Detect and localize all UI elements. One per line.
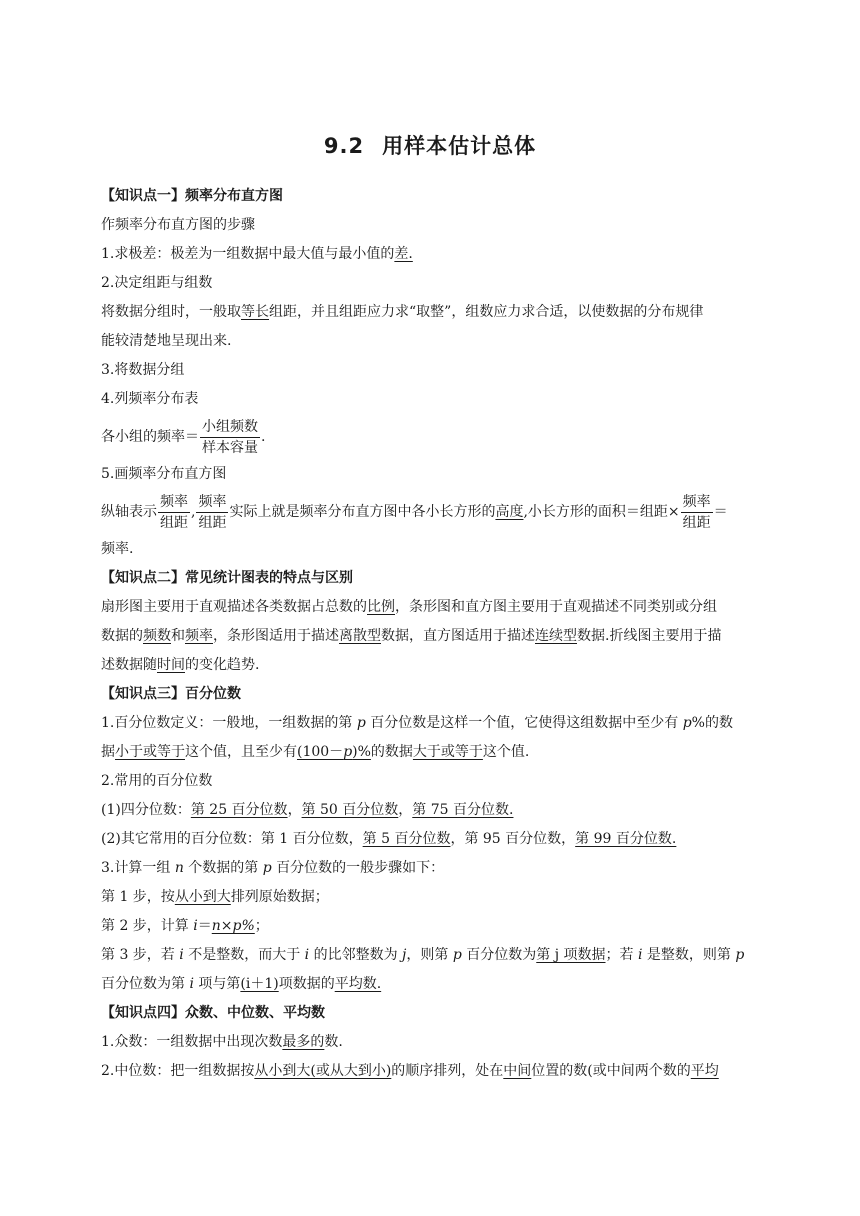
fraction — [200, 417, 260, 458]
underlined-term: n×p% — [211, 918, 255, 934]
variable-p: p — [343, 744, 353, 760]
variable-p: p — [262, 860, 272, 876]
formula-line — [101, 489, 769, 535]
text: 个数据的第 — [188, 860, 259, 876]
text: 和 — [171, 628, 185, 644]
text: 项与第 — [198, 976, 241, 992]
text: ； — [254, 918, 269, 934]
text: ，则第 — [406, 947, 449, 963]
underlined-term: 第 50 百分位数 — [301, 802, 399, 818]
fraction-denominator: 组距 — [198, 514, 227, 531]
paragraph — [101, 709, 769, 738]
text: 第 2 步，计算 — [101, 918, 189, 934]
paragraph — [101, 883, 769, 912]
paragraph — [101, 651, 769, 680]
underlined-term: 第 j 项数据 — [536, 947, 606, 963]
text: 百分位数为 — [466, 947, 537, 963]
text: 据 — [101, 744, 115, 760]
underlined-term: 中间 — [503, 1063, 532, 1079]
text: 这个值，且至少有 — [185, 744, 297, 760]
paragraph — [101, 738, 769, 767]
variable-i: i — [637, 947, 643, 963]
text: 数. — [324, 1034, 343, 1050]
variable-j: j — [402, 947, 407, 963]
paragraph — [101, 941, 769, 970]
underlined-term: 时间 — [157, 657, 185, 673]
text: 第 1 步，按 — [101, 889, 175, 905]
paragraph: 频率. — [101, 541, 134, 557]
underlined-term: 平均数. — [334, 976, 382, 992]
paragraph: 3.将数据分组 — [101, 362, 185, 378]
text: 数据的 — [101, 628, 143, 644]
fraction — [681, 492, 713, 533]
text: 百分位数的一般步骤如下： — [276, 860, 445, 876]
underlined-term: 最多的 — [282, 1034, 325, 1050]
paragraph — [101, 1028, 769, 1057]
underlined-term: 离散型 — [339, 628, 381, 644]
text: 1.求极差：极差为一组数据中最大值与最小值的 — [101, 246, 395, 262]
text: 百分位数为第 — [101, 976, 185, 992]
paragraph — [101, 622, 769, 651]
section-heading-1: 【知识点一】频率分布直方图 — [101, 188, 283, 204]
text: 位置的数(或中间两个数的 — [531, 1063, 691, 1079]
variable-n: n — [174, 860, 184, 876]
text: ， — [398, 802, 413, 818]
underlined-term: 第 75 百分位数. — [412, 802, 514, 818]
paragraph — [101, 796, 769, 825]
text: 组距，并且组距应力求“取整”，组数应力求合适，以使数据的分布规律 — [269, 304, 704, 320]
text: (1)四分位数： — [101, 802, 191, 818]
fraction-numerator: 小组频数 — [200, 417, 260, 438]
text: 不是整数，而大于 — [188, 947, 301, 963]
text: , — [191, 504, 196, 520]
underlined-term: 从小到大(或从大到小) — [254, 1063, 392, 1079]
underlined-term — [297, 744, 371, 760]
text: 实际上就是频率分布直方图中各小长方形的 — [229, 504, 496, 520]
section-heading-3: 【知识点三】百分位数 — [101, 686, 241, 702]
fraction-numerator: 频率 — [681, 492, 713, 513]
text: ,小长方形的面积＝组距× — [523, 504, 680, 520]
text: 2.中位数：把一组数据按 — [101, 1063, 255, 1079]
text: 各小组的频率＝ — [101, 429, 199, 445]
underlined-term: 第 25 百分位数 — [190, 802, 288, 818]
variable-i: i — [189, 976, 194, 992]
fraction-numerator: 频率 — [196, 492, 228, 513]
text: ，条形图和直方图主要用于直观描述不同类别或分组 — [395, 599, 717, 615]
text: 这个值. — [482, 744, 530, 760]
text: (100－ — [297, 744, 344, 760]
section-heading-4: 【知识点四】众数、中位数、平均数 — [101, 1005, 325, 1021]
paragraph: 作频率分布直方图的步骤 — [101, 217, 255, 233]
underlined-term: 频数 — [143, 628, 171, 644]
variable-p: p — [682, 715, 692, 731]
underlined-term: 小于或等于 — [115, 744, 185, 760]
text: 1.百分位数定义：一般地，一组数据的第 — [101, 715, 353, 731]
text: ；若 — [605, 947, 634, 963]
section-heading-2: 【知识点二】常见统计图表的特点与区别 — [101, 570, 353, 586]
fraction-numerator: 频率 — [158, 492, 190, 513]
underlined-term: (i＋1) — [240, 976, 279, 992]
paragraph: 2.决定组距与组数 — [101, 275, 213, 291]
section-title: 用样本估计总体 — [382, 134, 537, 158]
paragraph — [101, 593, 769, 622]
variable-i: i — [193, 918, 198, 934]
text: )% — [352, 744, 371, 760]
fraction — [158, 492, 190, 533]
text: 的变化趋势. — [185, 657, 260, 673]
text: ＝ — [197, 918, 212, 934]
text: ＝ — [713, 504, 728, 520]
underlined-term: 大于或等于 — [412, 744, 483, 760]
text: ，第 95 百分位数， — [450, 831, 576, 847]
text: 将数据分组时，一般取 — [101, 304, 241, 320]
paragraph — [101, 970, 769, 999]
paragraph — [101, 912, 769, 941]
paragraph — [101, 825, 769, 854]
variable-p: p — [452, 947, 462, 963]
paragraph — [101, 298, 769, 327]
variable-i: i — [179, 947, 184, 963]
fraction-denominator: 组距 — [682, 514, 711, 531]
underlined-term: 平均 — [690, 1063, 719, 1079]
underlined-term: 连续型 — [535, 628, 577, 644]
text: 的比邻整数为 — [313, 947, 398, 963]
underlined-term: 等长 — [241, 304, 269, 320]
fraction-denominator: 组距 — [160, 514, 188, 531]
underlined-term: 频率 — [185, 628, 213, 644]
text: %的数 — [691, 715, 733, 731]
text: ，条形图适用于描述 — [213, 628, 339, 644]
paragraph — [101, 854, 769, 883]
paragraph: 2.常用的百分位数 — [101, 773, 213, 789]
fraction-denominator: 样本容量 — [202, 439, 258, 456]
paragraph: 5.画频率分布直方图 — [101, 466, 227, 482]
text: (2)其它常用的百分位数：第 1 百分位数， — [101, 831, 363, 847]
text: 扇形图主要用于直观描述各类数据占总数的 — [101, 599, 367, 615]
variable-p: p — [356, 715, 366, 731]
document-body — [101, 182, 769, 1086]
fraction — [196, 492, 228, 533]
text: ， — [287, 802, 302, 818]
paragraph: 4.列频率分布表 — [101, 391, 199, 407]
text: . — [261, 429, 266, 445]
underlined-term: 比例 — [367, 599, 395, 615]
text: 纵轴表示 — [101, 504, 157, 520]
text: 是整数，则第 — [646, 947, 731, 963]
text: 排列原始数据； — [230, 889, 329, 905]
underlined-term: 第 5 百分位数 — [362, 831, 451, 847]
text: 百分位数是这样一个值，它使得这组数据中至少有 — [370, 715, 679, 731]
variable-p: p — [735, 947, 745, 963]
underlined-term: 第 99 百分位数. — [575, 831, 677, 847]
text: 项数据的 — [278, 976, 335, 992]
variable-i: i — [304, 947, 310, 963]
formula-line — [101, 414, 769, 460]
underlined-term: 差. — [394, 246, 413, 262]
text: 的顺序排列，处在 — [391, 1063, 504, 1079]
text: 数据.折线图主要用于描 — [577, 628, 722, 644]
text: 数据，直方图适用于描述 — [381, 628, 535, 644]
text: 1.众数：一组数据中出现次数 — [101, 1034, 283, 1050]
section-number: 9.2 — [323, 134, 365, 158]
text: 第 3 步，若 — [101, 947, 175, 963]
text: 述数据随 — [101, 657, 157, 673]
paragraph — [101, 240, 769, 269]
text: 3.计算一组 — [101, 860, 171, 876]
underlined-term: 高度 — [495, 504, 524, 520]
paragraph — [101, 1057, 769, 1086]
paragraph: 能较清楚地呈现出来. — [101, 333, 232, 349]
text: 的数据 — [370, 744, 413, 760]
underlined-term: 从小到大 — [174, 889, 231, 905]
page-title — [0, 130, 860, 160]
